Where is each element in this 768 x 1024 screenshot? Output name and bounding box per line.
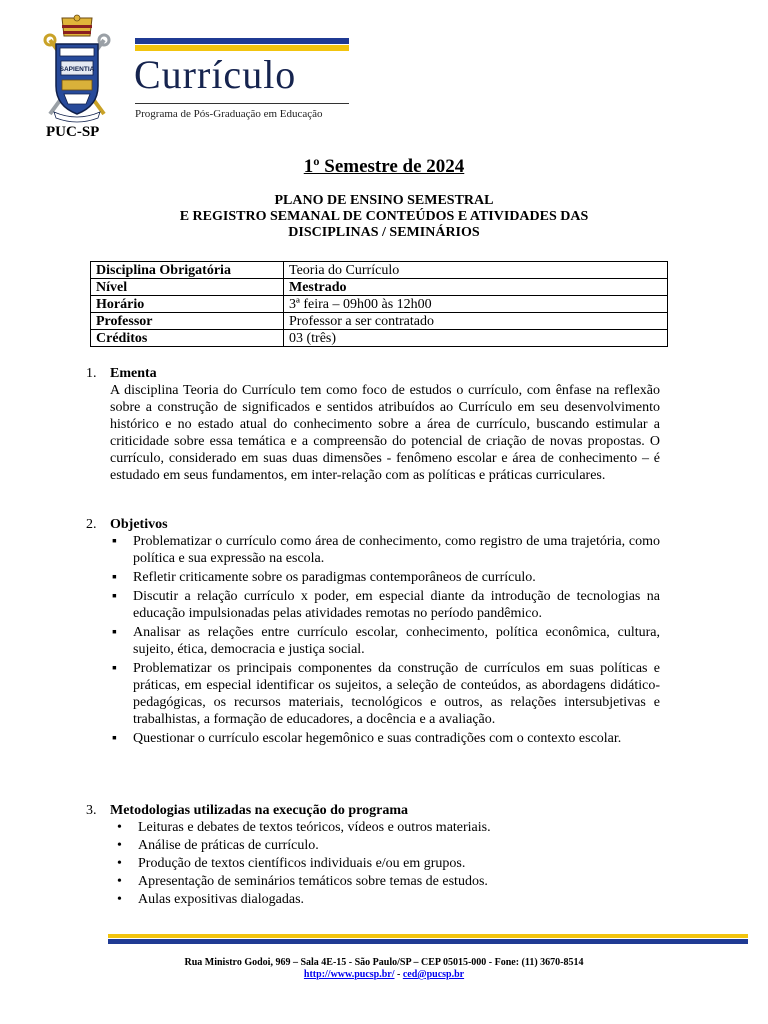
round-bullet-icon: • [117,838,122,853]
puc-sp-crest-logo [40,14,114,126]
table-value: Mestrado [284,279,668,296]
section-ementa [86,365,660,484]
crest-motto: SAPIENTIA [59,66,95,73]
list-item: • Leituras e debates de textos teóricos, vídeos e outros materiais. [117,820,491,835]
section-title: Objetivos [110,517,168,532]
brand-subtitle: Programa de Pós-Graduação em Educação [135,108,323,120]
square-bullet-icon: ▪ [112,570,117,585]
list-item: • Produção de textos científicos individuais e/ou em grupos. [117,856,466,871]
brand-title: Currículo [134,52,297,97]
table-label: Horário [91,296,284,313]
square-bullet-icon: ▪ [112,534,117,549]
plan-title-line: E REGISTRO SEMANAL DE CONTEÚDOS E ATIVIDADES DAS [179,209,589,224]
objetivos-list [110,533,660,747]
list-item: ▪ Problematizar os principais componentes da construção de currículos em suas políticas e práticas, em especial identificar os sujeitos, a seleção de conteúdos, as abordagens didático-pedagógicas, os recursos materiais, tecnológicos e outros, as relações intersubjetivas e trabalhistas, a formação de educadores, a docência e a avaliação. [112,661,660,727]
list-item: ▪ Problematizar o currículo como área de conhecimento, como registro de uma trajetória, como política e sua expressão na escola. [112,534,660,566]
section-title: Metodologias utilizadas na execução do programa [110,803,409,818]
table-label: Nível [91,279,284,296]
list-item: ▪ Analisar as relações entre currículo escolar, conhecimento, política econômica, cultura, sujeito, ética, democracia e justiça social. [112,625,660,657]
table-row [91,313,668,330]
square-bullet-icon: ▪ [112,625,117,640]
table-label: Professor [91,313,284,330]
section-metodologias [86,802,660,909]
table-value: 03 (três) [284,330,668,347]
metodologias-list [110,819,660,908]
semester-heading: 1º Semestre de 2024 [303,156,465,177]
list-item: ▪ Questionar o currículo escolar hegemônico e suas contradições com o contexto escolar. [112,731,622,746]
list-item: ▪ Discutir a relação currículo x poder, em especial diante da introdução de tecnologias na educação impulsionadas pelas atividades remotas no período pandêmico. [112,589,660,621]
table-value: Professor a ser contratado [284,313,668,330]
section-number: 2. [86,517,97,532]
section-objetivos [86,516,660,749]
round-bullet-icon: • [117,874,122,889]
list-item: ▪ Refletir criticamente sobre os paradigmas contemporâneos de currículo. [112,570,536,585]
list-item: • Apresentação de seminários temáticos sobre temas de estudos. [117,874,488,889]
section-number: 1. [86,366,97,381]
section-title: Ementa [110,366,157,381]
round-bullet-icon: • [117,820,122,835]
table-label: Créditos [91,330,284,347]
brand-divider [135,103,349,104]
email-link[interactable]: ced@pucsp.br [402,969,465,980]
ementa-text: A disciplina Teoria do Currículo tem como foco de estudos o currículo, com ênfase na reflexão sobre a construção de significados e sentidos atribuídos ao Currículo em seu desenvolvimento histórico e no estado atual do conhecimento sobre a área de currículo, buscando estimular a criticidade sobre essa temática e a compreensão do potencial de criação de novas propostas. O currículo, considerado em suas duas dimensões - fenômeno escolar e área de conhecimento – é estudado em seus fundamentos, em inter-relação com as políticas e práticas curriculares. [110,383,660,483]
round-bullet-icon: • [117,856,122,871]
footer-address: Rua Ministro Godoi, 969 – Sala 4E-15 - São Paulo/SP – CEP 05015-000 - Fone: (11) 3670-8514 [184,957,584,968]
table-row [91,279,668,296]
website-link[interactable]: http://www.pucsp.br/ [303,969,395,980]
square-bullet-icon: ▪ [112,589,117,604]
list-item: • Aulas expositivas dialogadas. [117,892,305,907]
table-row [91,296,668,313]
course-info-table [90,261,668,347]
table-label: Disciplina Obrigatória [91,262,284,279]
footer-links [0,969,768,981]
plan-title-line: PLANO DE ENSINO SEMESTRAL [274,193,494,208]
plan-title [0,193,768,241]
institution-label: PUC-SP [46,124,100,140]
square-bullet-icon: ▪ [112,661,117,676]
table-row [91,330,668,347]
plan-title-line: DISCIPLINAS / SEMINÁRIOS [288,225,480,240]
table-value: Teoria do Currículo [284,262,668,279]
footer-separator: - [394,969,403,980]
table-value: 3ª feira – 09h00 às 12h00 [284,296,668,313]
header-blue-bar [135,38,349,44]
table-row [91,262,668,279]
section-number: 3. [86,803,97,818]
footer-yellow-bar [108,934,748,938]
square-bullet-icon: ▪ [112,731,117,746]
footer-blue-bar [108,939,748,944]
list-item: • Análise de práticas de currículo. [117,838,319,853]
round-bullet-icon: • [117,892,122,907]
